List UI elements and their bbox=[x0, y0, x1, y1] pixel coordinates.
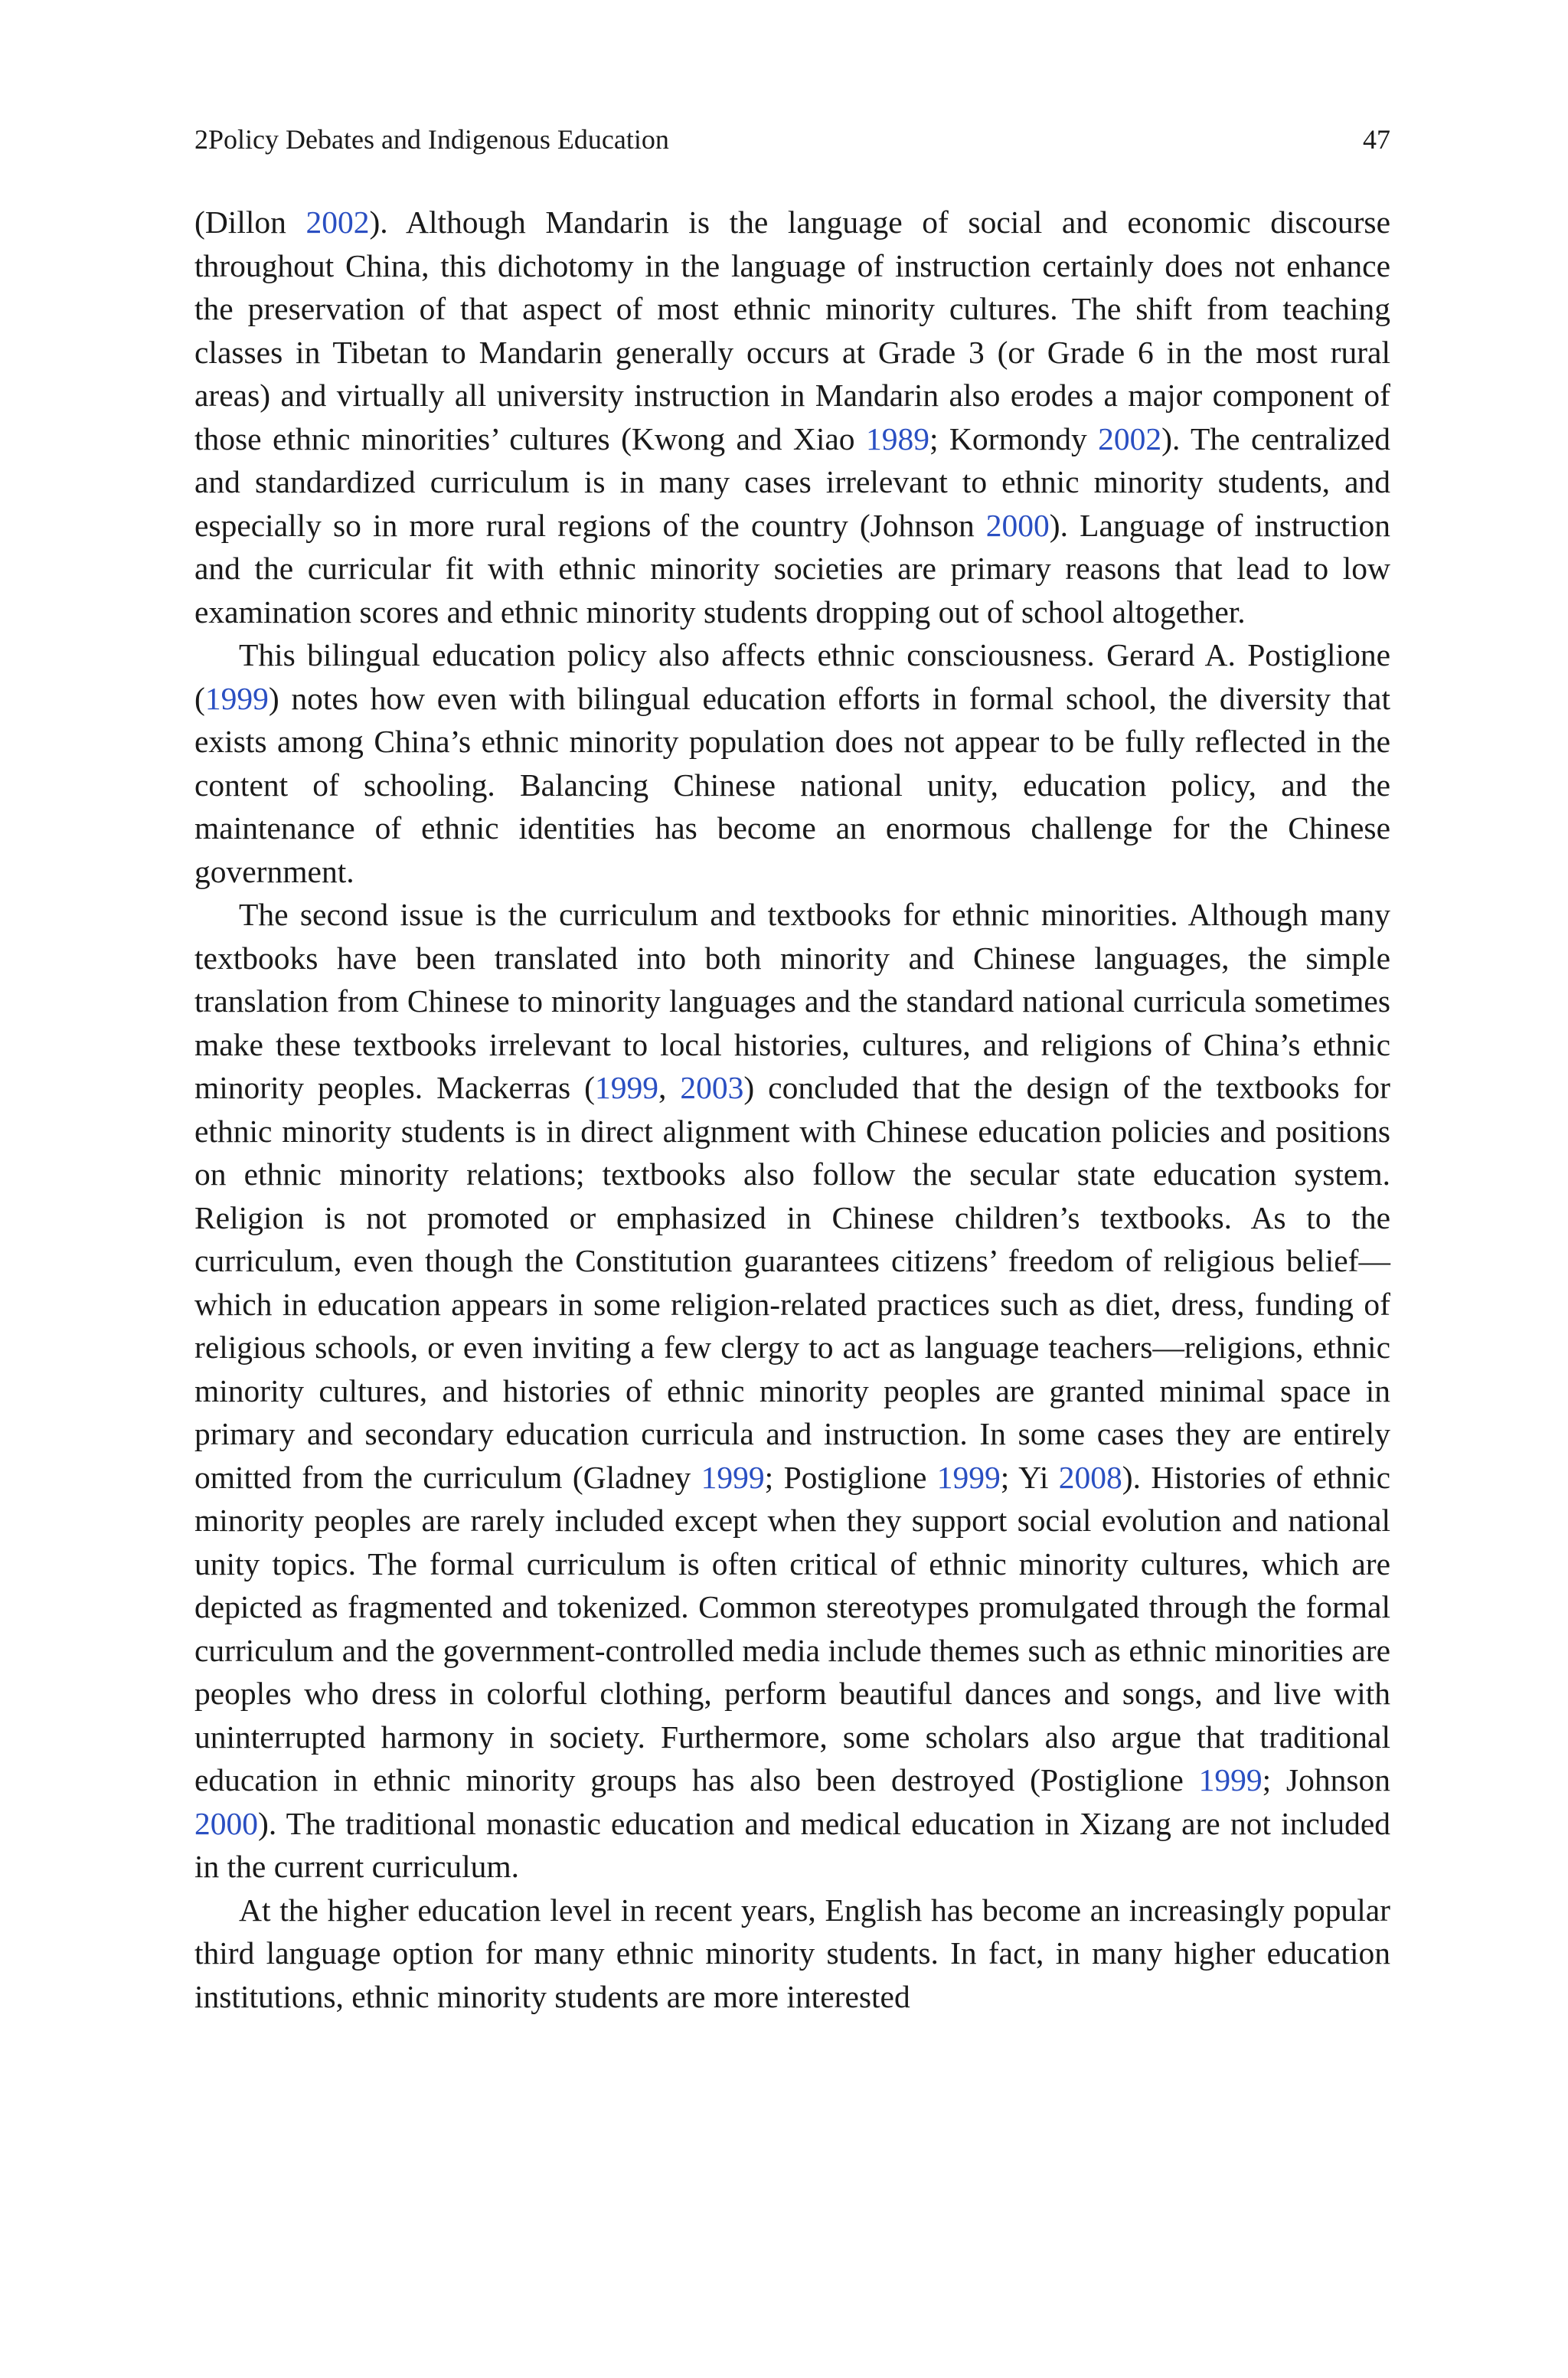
paragraph-text: ). The centralized and standardized curriculum is in many cases irrelevant to ethnic minority students, and especially so in more rural regions of the country (Johnson bbox=[194, 420, 1390, 543]
paragraph-text: ). Histories of ethnic minority peoples are rarely included except when they support social evolution and national unity topics. The formal curriculum is often critical of ethnic minority cultures, which are depicted as fragmented and tokenized. Common stereotypes promulgated through the formal curriculum and the government-controlled media include themes such as ethnic minorities are peoples who dress in colorful clothing, perform beautiful dances and songs, and live with uninterrupted harmony in society. Furthermore, some scholars also argue that traditional education in ethnic minority groups has also been destroyed (Postiglione bbox=[194, 1459, 1391, 1797]
paragraph-text: ; Johnson bbox=[1262, 1762, 1390, 1797]
citation-link[interactable]: 1999 bbox=[1198, 1762, 1263, 1797]
paragraph-1 bbox=[194, 201, 1390, 633]
citation-link[interactable]: 2003 bbox=[680, 1070, 744, 1105]
citation-link[interactable]: 2002 bbox=[305, 204, 370, 240]
citation-link[interactable]: 2000 bbox=[985, 507, 1050, 543]
paragraph-text: ). Although Mandarin is the language of social and economic discourse throughout China, this dichotomy in the language of instruction certainly does not enhance the preservation of that aspect of most ethnic minority cultures. The shift from teaching classes in Tibetan to Mandarin generally occurs at Grade 3 (or Grade 6 in the most rural areas) and virtually all university instruction in Mandarin also erodes a major component of those ethnic minorities’ cultures (Kwong and Xiao bbox=[194, 204, 1390, 456]
citation-link[interactable]: 1999 bbox=[595, 1070, 658, 1105]
paragraph-text: ). Language of instruction and the curricular fit with ethnic minority societies are primary reasons that lead to low examination scores and ethnic minority students dropping out of school altogether. bbox=[194, 507, 1390, 630]
paragraph-text: ; Yi bbox=[1000, 1459, 1059, 1495]
citation-link[interactable]: 1999 bbox=[936, 1459, 1001, 1495]
paragraph-text: The second issue is the curriculum and textbooks for ethnic minorities. Although many textbooks have been translated into both minority and Chinese languages, the simple translation from Chinese to minority languages and the standard national curricula sometimes make these textbooks irrelevant to local histories, cultures, and religions of China’s ethnic minority peoples. Mackerras ( bbox=[194, 897, 1390, 1105]
paragraph-2 bbox=[194, 633, 1390, 893]
paragraph-text: ; Kormondy bbox=[929, 420, 1099, 456]
paragraph-text: , bbox=[658, 1070, 681, 1105]
citation-link[interactable]: 2002 bbox=[1098, 420, 1162, 456]
citation-link[interactable]: 1999 bbox=[701, 1459, 765, 1495]
paragraph-text: This bilingual education policy also affects ethnic consciousness. Gerard A. Postiglione ( bbox=[194, 637, 1390, 716]
paragraph-4 bbox=[194, 1889, 1390, 2019]
citation-link[interactable]: 1999 bbox=[204, 680, 269, 716]
page-number: 47 bbox=[1363, 124, 1390, 155]
chapter-number: 2 bbox=[194, 124, 208, 155]
body-text bbox=[194, 201, 1390, 2018]
citation-link[interactable]: 2000 bbox=[194, 1805, 258, 1841]
paragraph-text: ). The traditional monastic education and medical education in Xizang are not included in the current curriculum. bbox=[194, 1805, 1390, 1884]
citation-link[interactable]: 1989 bbox=[865, 420, 929, 456]
citation-link[interactable]: 2008 bbox=[1058, 1459, 1122, 1495]
paragraph-3 bbox=[194, 893, 1390, 1889]
running-head bbox=[194, 123, 1390, 156]
page bbox=[194, 123, 1390, 2018]
paragraph-text: At the higher education level in recent years, English has become an increasingly popular third language option for many ethnic minority students. In fact, in many higher education institutions, ethnic minority students are more interested bbox=[194, 1892, 1390, 2014]
paragraph-text: ; Postiglione bbox=[764, 1459, 937, 1495]
paragraph-text: ) concluded that the design of the textbooks for ethnic minority students is in direct alignment with Chinese education policies and positions on ethnic minority relations; textbooks also follow the secular state education system. Religion is not promoted or emphasized in Chinese children’s textbooks. As to the curriculum, even though the Constitution guarantees citizens’ freedom of religious belief—which in education appears in some religion-related practices such as diet, dress, funding of religious schools, or even inviting a few clergy to act as language teachers—religions, ethnic minority cultures, and histories of ethnic minority peoples are granted minimal space in primary and secondary education curricula and instruction. In some cases they are entirely omitted from the curriculum (Gladney bbox=[194, 1070, 1390, 1495]
paragraph-text: ) notes how even with bilingual education efforts in formal school, the diversity that exists among China’s ethnic minority population does not appear to be fully reflected in the content of schooling. Balancing Chinese national unity, education policy, and the maintenance of ethnic identities has become an enormous challenge for the Chinese government. bbox=[194, 680, 1390, 889]
running-head-left bbox=[194, 123, 669, 156]
chapter-title: Policy Debates and Indigenous Education bbox=[208, 124, 669, 155]
paragraph-text: (Dillon bbox=[194, 204, 306, 240]
